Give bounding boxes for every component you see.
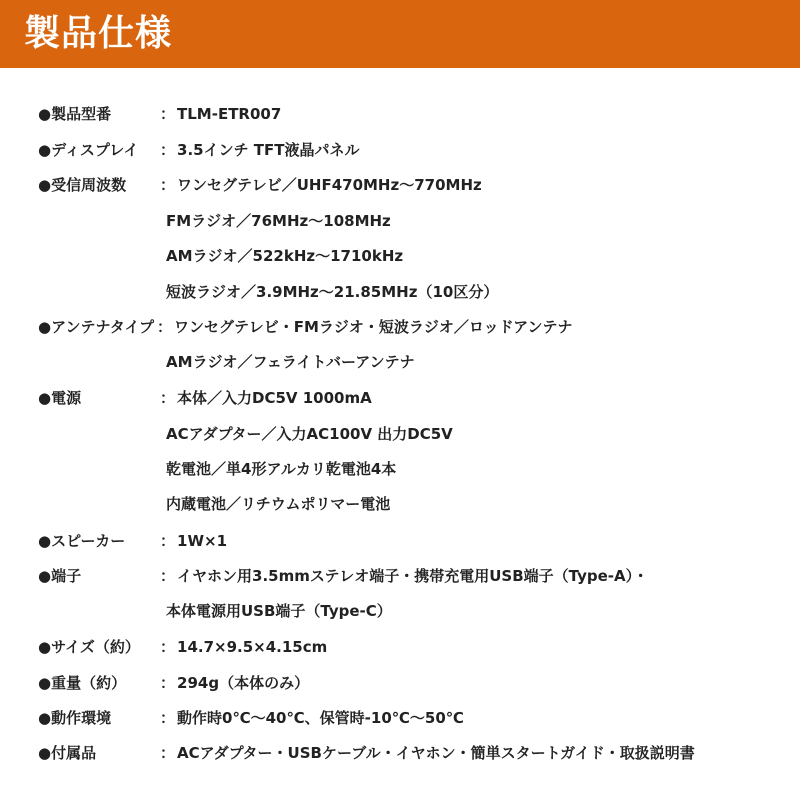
spec-label	[38, 175, 126, 195]
spec-label-text: ディスプレイ	[51, 141, 139, 159]
colon: ：	[160, 709, 176, 727]
colon: ：	[160, 744, 176, 762]
spec-value-text: イヤホン用3.5mmステレオ端子・携帯充電用USB端子（Type-A）・	[177, 567, 649, 585]
colon: ：	[160, 141, 176, 159]
spec-label	[38, 140, 139, 160]
bullet-icon: ●	[38, 389, 52, 407]
spec-value-continued: 短波ラジオ／3.9MHz～21.85MHz（10区分）	[166, 283, 499, 301]
spec-label-text: サイズ（約）	[51, 638, 140, 656]
spec-value	[160, 743, 695, 763]
spec-value-text: 本体／入力DC5V 1000mA	[177, 389, 372, 407]
spec-label-text: 動作環境	[51, 709, 112, 727]
colon: ：	[160, 567, 176, 585]
bullet-icon: ●	[38, 709, 52, 727]
spec-label-text: 付属品	[51, 744, 97, 762]
spec-label	[38, 388, 81, 408]
spec-value-text: ACアダプター・USBケーブル・イヤホン・簡単スタートガイド・取扱説明書	[177, 744, 695, 762]
spec-value	[157, 317, 573, 337]
colon: ：	[160, 638, 176, 656]
spec-value-text: 3.5インチ TFT液晶パネル	[177, 141, 360, 159]
spec-value	[160, 175, 482, 195]
spec-label	[38, 566, 81, 586]
spec-value-text: TLM-ETR007	[177, 105, 282, 123]
bullet-icon: ●	[38, 674, 52, 692]
bullet-icon: ●	[38, 176, 52, 194]
bullet-icon: ●	[38, 567, 52, 585]
spec-value-text: 動作時0℃～40℃、保管時-10℃～50℃	[177, 709, 464, 727]
spec-label-text: 受信周波数	[51, 176, 127, 194]
spec-value-continued: AMラジオ／522kHz～1710kHz	[166, 247, 404, 265]
colon: ：	[160, 389, 176, 407]
spec-value-continued: FMラジオ／76MHz～108MHz	[166, 212, 391, 230]
spec-value	[160, 531, 227, 551]
bullet-icon: ●	[38, 744, 52, 762]
colon: ：	[157, 318, 173, 336]
spec-label	[38, 708, 111, 728]
colon: ：	[160, 105, 176, 123]
bullet-icon: ●	[38, 318, 52, 336]
bullet-icon: ●	[38, 638, 52, 656]
spec-label	[38, 743, 96, 763]
spec-label-text: スピーカー	[51, 532, 126, 550]
spec-value-text: 294g（本体のみ）	[177, 674, 310, 692]
spec-value	[160, 388, 372, 408]
spec-value-text: 14.7×9.5×4.15cm	[177, 638, 328, 656]
spec-value-text: ワンセグテレビ／UHF470MHz～770MHz	[177, 176, 482, 194]
bullet-icon: ●	[38, 105, 52, 123]
spec-label-text: 電源	[51, 389, 82, 407]
spec-label	[38, 637, 140, 657]
colon: ：	[160, 176, 176, 194]
spec-label-text: 製品型番	[51, 105, 112, 123]
spec-value-continued: 乾電池／単4形アルカリ乾電池4本	[166, 460, 397, 478]
spec-value	[160, 140, 360, 160]
spec-value-continued: 内蔵電池／リチウムポリマー電池	[166, 495, 391, 513]
spec-label	[38, 104, 111, 124]
spec-label	[38, 673, 126, 693]
colon: ：	[160, 532, 176, 550]
spec-value	[160, 708, 464, 728]
page-title: 製品仕様	[24, 13, 173, 54]
spec-value	[160, 566, 648, 586]
spec-label	[38, 317, 154, 337]
spec-label-text: アンテナタイプ	[51, 318, 154, 336]
spec-value-continued: ACアダプター／入力AC100V 出力DC5V	[166, 425, 453, 443]
spec-label-text: 端子	[51, 567, 82, 585]
spec-value-text: 1W×1	[177, 532, 228, 550]
spec-value-continued: AMラジオ／フェライトバーアンテナ	[166, 353, 415, 371]
spec-value-text: ワンセグテレビ・FMラジオ・短波ラジオ／ロッドアンテナ	[174, 318, 573, 336]
spec-label-text: 重量（約）	[51, 674, 127, 692]
spec-value	[160, 673, 309, 693]
spec-value	[160, 637, 327, 657]
spec-value-continued: 本体電源用USB端子（Type-C）	[166, 602, 392, 620]
bullet-icon: ●	[38, 141, 52, 159]
spec-label	[38, 531, 125, 551]
colon: ：	[160, 674, 176, 692]
bullet-icon: ●	[38, 532, 52, 550]
spec-value	[160, 104, 281, 124]
